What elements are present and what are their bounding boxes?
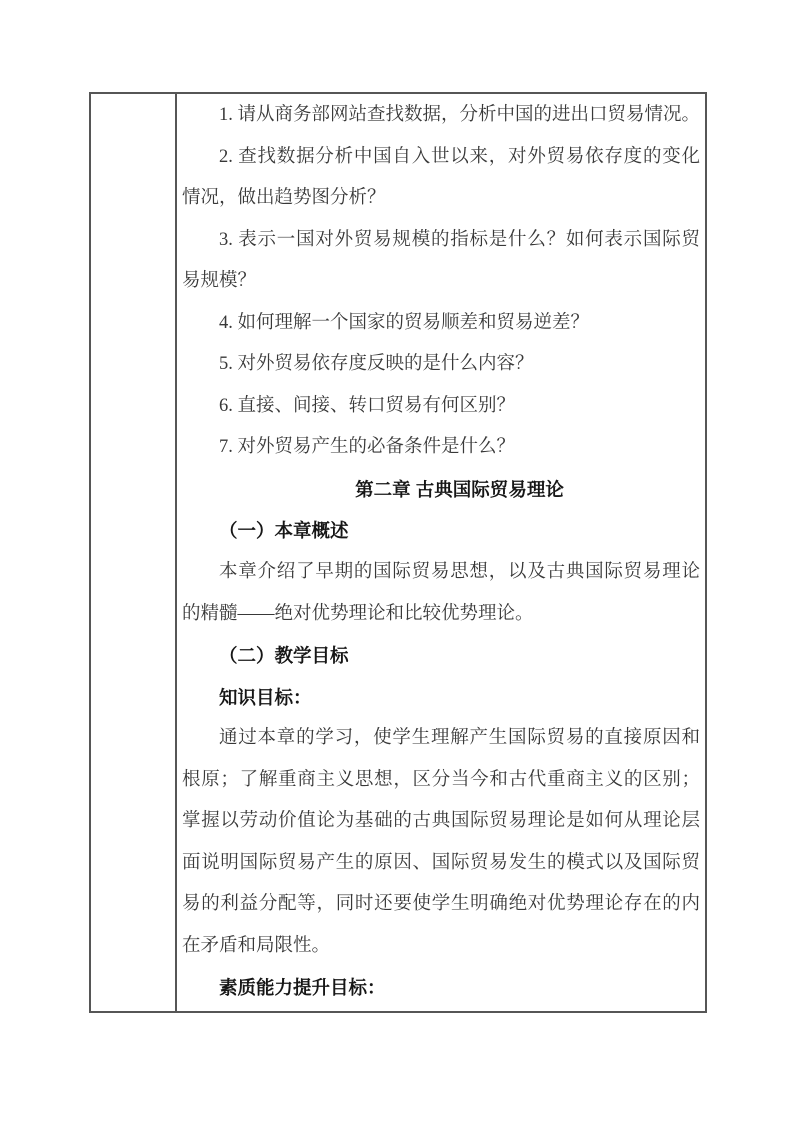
review-question-4: 4. 如何理解一个国家的贸易顺差和贸易逆差？ xyxy=(219,312,590,333)
review-question-7: 7. 对外贸易产生的必备条件是什么？ xyxy=(219,437,516,458)
review-question-6: 6. 直接、间接、转口贸易有何区别？ xyxy=(219,395,516,416)
table-row-label-cell xyxy=(91,94,177,1011)
review-question-5: 5. 对外贸易依存度反映的是什么内容？ xyxy=(219,354,534,375)
chapter-heading: 第二章 古典国际贸易理论 xyxy=(355,478,564,500)
section-overview-heading: （一）本章概述 xyxy=(219,520,349,542)
knowledge-goal-body-line-2: 根原；了解重商主义思想，区分当今和古代重商主义的区别； xyxy=(182,769,700,790)
knowledge-goal-body-line-4: 面说明国际贸易产生的原因、国际贸易发生的模式以及国际贸 xyxy=(182,852,700,873)
overview-body-line-2: 的精髓——绝对优势理论和比较优势理论。 xyxy=(182,603,534,624)
knowledge-goal-body-line-3: 掌握以劳动价值论为基础的古典国际贸易理论是如何从理论层 xyxy=(182,811,700,832)
knowledge-goal-body-line-6: 在矛盾和局限性。 xyxy=(182,935,331,956)
knowledge-goal-body-line-1: 通过本章的学习，使学生理解产生国际贸易的直接原因和 xyxy=(219,728,700,749)
review-question-2-line-1: 2. 查找数据分析中国自入世以来，对外贸易依存度的变化 xyxy=(219,146,700,167)
table-content-cell xyxy=(177,94,705,1011)
section-objectives-heading: （二）教学目标 xyxy=(219,645,349,667)
review-question-2-line-2: 情况，做出趋势图分析？ xyxy=(182,188,386,209)
overview-body-line-1: 本章介绍了早期的国际贸易思想，以及古典国际贸易理论 xyxy=(219,562,700,583)
quality-goal-heading: 素质能力提升目标： xyxy=(219,977,386,999)
lesson-plan-table xyxy=(89,92,707,1013)
knowledge-goal-body-line-5: 易的利益分配等，同时还要使学生明确绝对优势理论存在的内 xyxy=(182,894,700,915)
review-question-1: 1. 请从商务部网站查找数据，分析中国的进出口贸易情况。 xyxy=(219,105,701,125)
review-question-3-line-1: 3. 表示一国对外贸易规模的指标是什么？如何表示国际贸 xyxy=(219,229,700,250)
knowledge-goal-heading: 知识目标： xyxy=(219,686,312,708)
review-question-3-line-2: 易规模？ xyxy=(182,271,257,292)
